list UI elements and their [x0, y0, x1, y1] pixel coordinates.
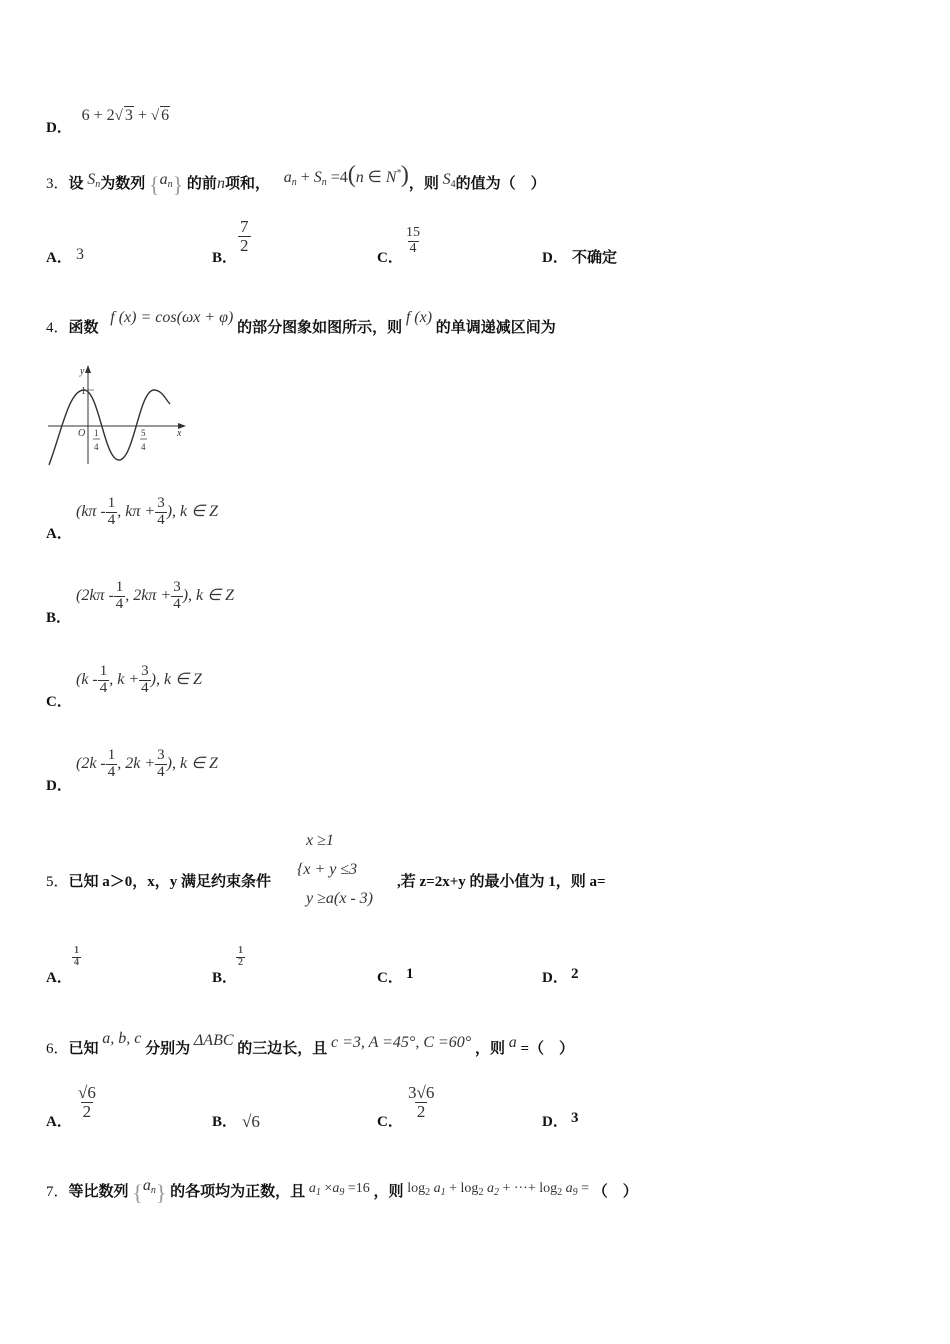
q4-text-3: 的单调递减区间为: [435, 320, 556, 336]
q3-number: 3．: [46, 176, 69, 192]
tick-five-quarters-num: 5: [141, 428, 146, 438]
q6-text-5: =（ ）: [520, 1041, 575, 1057]
q6-text-3: 的三边长，且: [237, 1041, 328, 1057]
q6-option-b-value: √6: [242, 1112, 260, 1131]
tick-quarter-num: 1: [94, 428, 99, 438]
q6-condition: c =3, A =45°, C =60°: [331, 1034, 472, 1051]
q4-number: 4．: [46, 320, 69, 336]
q3-text-7: 的值为（ ）: [455, 176, 546, 192]
q4-formula: f (x) = cos(ωx + φ): [110, 309, 234, 326]
q5-option-b-value: $\frac{1}{2}$: [238, 945, 243, 968]
q4-option-a-label: A．: [46, 526, 72, 542]
cosine-curve: [49, 390, 170, 465]
y-one-label: 1: [81, 386, 86, 397]
q3-option-b-label: B．: [212, 250, 238, 266]
q4-fx: f (x): [405, 309, 433, 326]
q3-option-d-value: 不确定: [572, 250, 618, 266]
q4-option-c-label: C．: [46, 694, 72, 710]
q6-text-4: ，则: [474, 1041, 505, 1057]
q4-option-d-value: (2k - $\frac{1}{4}$ , 2k + $\frac{3}{4}$ ), k ∈ Z: [76, 747, 218, 780]
q5-option-b-label: B．: [212, 970, 238, 986]
q3-text-2: 为数列: [100, 176, 146, 192]
q3-an: $a_n$: [159, 171, 173, 190]
q2-option-d-label: D．: [46, 120, 72, 136]
q3-text-1: 设: [68, 176, 84, 192]
q6-option-d-value: 3: [571, 1110, 579, 1126]
q4-option-a-value: (kπ - $\frac{1}{4}$ , kπ + $\frac{3}{4}$ ), k ∈ Z: [76, 495, 218, 528]
q6-option-a-value: $\frac{√6}{2}$: [78, 1083, 96, 1121]
q7-log-sum: $\log_2 a_1 + \log_2 a_2$ + ···+ $\log_2 a_9$ =: [407, 1181, 590, 1198]
q5-number: 5．: [46, 874, 69, 890]
q5-constraint-3: y ≥a(x - 3): [306, 890, 373, 907]
q4-option-c-value: (k - $\frac{1}{4}$ , k + $\frac{3}{4}$ ), k ∈ Z: [76, 663, 202, 696]
q6-number: 6．: [46, 1041, 69, 1057]
q6-a: a: [508, 1034, 517, 1051]
q6-stem: [46, 1030, 575, 1058]
q6-option-d-label: D．: [542, 1114, 568, 1130]
q6-option-a-label: A．: [46, 1114, 72, 1130]
q5-option-a-label: A．: [46, 970, 72, 986]
q2-option-d: [46, 104, 170, 136]
q3-text-6: ，则: [408, 176, 439, 192]
q5-text-1: 已知 a＞0，x，y 满足约束条件: [68, 874, 272, 890]
origin-label: O: [78, 428, 86, 439]
q3-formula: $a_n + S_n =4(n$ ∈ N*): [283, 162, 409, 188]
q7-an: $a_n$: [142, 1177, 156, 1196]
q7-number: 7．: [46, 1184, 69, 1200]
q6-option-c-label: C．: [377, 1114, 403, 1130]
q3-option-c-value: $\frac{15}{4}$: [406, 225, 420, 256]
y-label: y: [80, 366, 85, 377]
q3-option-c-label: C．: [377, 250, 403, 266]
q3-stem: 3．设 $S_n$为数列 $\{a_n\}$ 的前n项和， $a_n + S_n =4(n$ ∈ N*)，则 $S_4$的值为（ ）: [46, 162, 546, 197]
q6-triangle: ΔABC: [193, 1032, 234, 1049]
q5-option-c-label: C．: [377, 970, 403, 986]
q4-text-2: 的部分图象如图所示，则: [237, 320, 403, 336]
y-axis-arrow: [85, 365, 91, 373]
q4-option-b-value: (2kπ - $\frac{1}{4}$ , 2kπ + $\frac{3}{4}$ ), k ∈ Z: [76, 579, 234, 612]
q5-constraint-2: {x + y ≤3: [297, 861, 358, 878]
q3-option-a-label: A．: [46, 250, 72, 266]
q6-option-c-value: $\frac{3√6}{2}$: [408, 1083, 435, 1121]
q5-option-d-label: D．: [542, 970, 568, 986]
q7-text-3: ，则: [373, 1184, 404, 1200]
q7-text-4: （ ）: [592, 1184, 638, 1200]
q5-stem: [46, 870, 271, 891]
q4-option-b-label: B．: [46, 610, 72, 626]
q3-s4: $S_4$: [442, 171, 456, 190]
x-label: x: [177, 428, 182, 439]
q7-text-2: 的各项均为正数，且: [170, 1184, 306, 1200]
tick-quarter-den: 4: [94, 442, 99, 452]
q6-abc: a, b, c: [102, 1030, 142, 1047]
q5-option-d-value: 2: [571, 966, 579, 982]
q3-option-b-value: $\frac{7}{2}$: [240, 217, 249, 255]
q6-option-b-label: B．: [212, 1114, 238, 1130]
q4-cosine-graph: [44, 360, 194, 472]
q4-text-1: 函数: [68, 320, 99, 336]
q4-stem: [46, 309, 556, 337]
q7-text-1: 等比数列: [68, 1184, 129, 1200]
q3-text-4: n: [216, 175, 225, 192]
q7-product: $a_1 \times a_9 =16$: [308, 1181, 370, 1198]
q3-text-5: 项和，: [224, 176, 270, 192]
q3-option-a-value: 3: [76, 246, 84, 263]
q3-text-3: 的前: [186, 176, 217, 192]
tick-five-quarters-den: 4: [141, 442, 146, 452]
q6-text-2: 分别为: [145, 1041, 191, 1057]
q4-option-d-label: D．: [46, 778, 72, 794]
q3-option-d-label: D．: [542, 250, 568, 266]
q5-option-a-value: $\frac{1}{4}$: [74, 945, 79, 968]
q5-constraint-1: x ≥1: [306, 832, 334, 849]
q5-option-c-value: 1: [406, 966, 414, 982]
q5-text-2: ,若 z=2x+y 的最小值为 1，则 a=: [397, 874, 606, 890]
q6-text-1: 已知: [68, 1041, 99, 1057]
q3-sn: $S_n$: [87, 171, 101, 190]
q2-option-d-expr: 6 + 2√ 3 + √ 6: [81, 107, 170, 124]
q7-stem: 7．等比数列 $\{a_n\}$ 的各项均为正数，且 $a_1 \times a_9 =16$ ，则 $\log_2 a_1 + \log_2 a_2$ + ···+ $\log_2 a_9$ = （ ）: [46, 1177, 638, 1205]
